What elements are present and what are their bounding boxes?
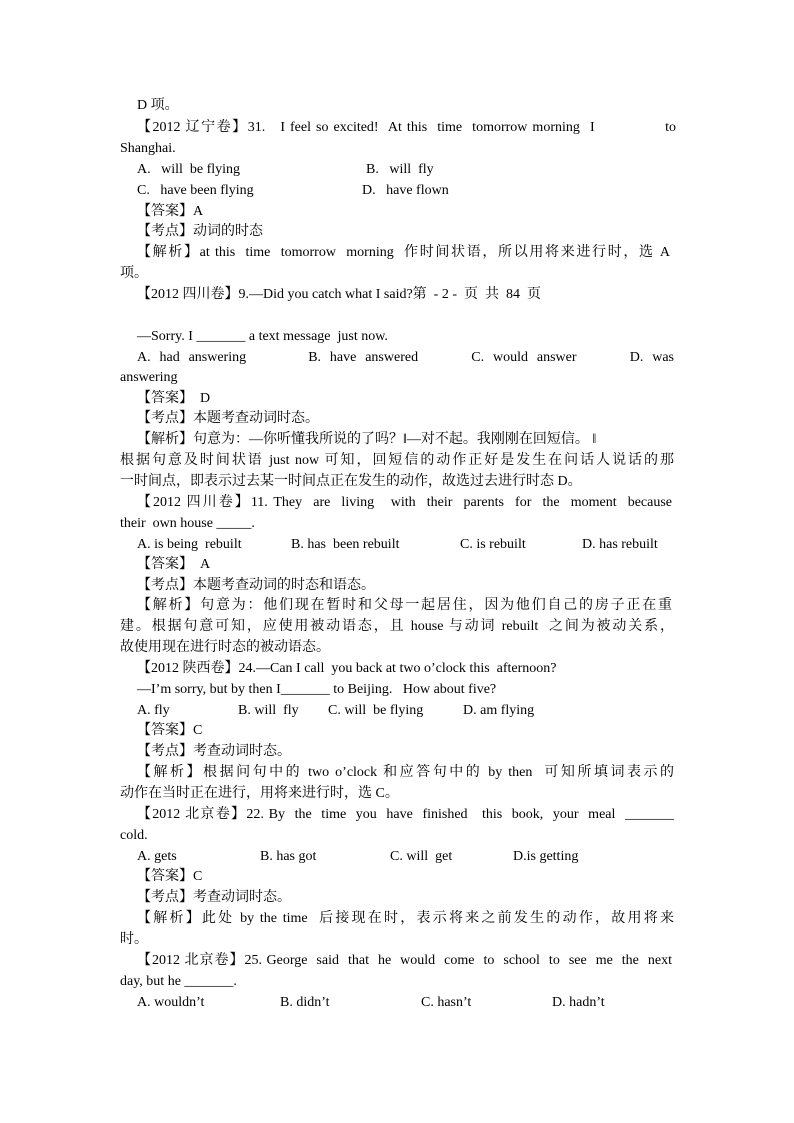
text-line: day, but he _______. [120, 974, 237, 989]
question-line: 【2012 北京卷】25. George said that he would come to school to see me the next [137, 953, 672, 968]
option-a: A. will be flying [137, 162, 241, 177]
text-line: 项。 [120, 266, 148, 281]
answer-line: 【答案】 A [137, 557, 211, 572]
option-c: C. will get [390, 849, 453, 864]
answer-line: 【答案】C [137, 723, 203, 738]
text-line: D 项。 [137, 98, 179, 113]
option-d: D. have flown [362, 183, 449, 198]
option-a: A. wouldn’t [137, 995, 205, 1010]
option-b: B. didn’t [280, 995, 330, 1010]
question-line: 【2012 北京卷】22. By the time you have finished this book, your meal _______ [137, 807, 674, 822]
analysis-line: 动作在当时正在进行，用将来进行时，选 C。 [120, 786, 399, 801]
options-line: A. had answering B. have answered C. would answer D. was [137, 350, 674, 365]
option-d: D. am flying [463, 703, 535, 718]
question-line: —I’m sorry, but by then I_______ to Beijing. How about five? [137, 682, 497, 697]
option-b: B. will fly [366, 162, 434, 177]
answer-line: 【答案】A [137, 204, 204, 219]
answer-line: 【答案】C [137, 869, 203, 884]
text-line: their own house _____. [120, 516, 255, 531]
text-line: answering [120, 370, 178, 385]
point-line: 【考点】考查动词时态。 [137, 890, 291, 905]
analysis-line: 【解析】此处 by the time 后接现在时，表示将来之前发生的动作，故用将来 [137, 911, 674, 926]
option-a: A. is being rebuilt [137, 537, 242, 552]
question-line: 【2012 陕西卷】24.—Can I call you back at two o’clock this afternoon? [137, 661, 557, 676]
question-line: 【2012 四川卷】9.—Did you catch what I said?第 - 2 - 页 共 84 页 [137, 287, 541, 302]
point-line: 【考点】考查动词时态。 [137, 744, 291, 759]
option-b: B. will fly [238, 703, 299, 718]
analysis-line: 时。 [120, 932, 148, 947]
option-a: A. fly [137, 703, 170, 718]
option-c: C. have been flying [137, 183, 254, 198]
option-d: D. has rebuilt [582, 537, 658, 552]
analysis-line: 建。根据句意可知，应使用被动语态，且 house 与动词 rebuilt 之间为被动关系， [120, 619, 674, 634]
analysis-line: 【解析】句意为：—你听懂我所说的了吗？‖—对不起。我刚刚在回短信。 ‖ [137, 432, 597, 447]
analysis-line: 一时间点，即表示过去某一时间点正在发生的动作，故选过去进行时态 D。 [120, 474, 582, 489]
point-line: 【考点】本题考查动词的时态和语态。 [137, 578, 375, 593]
question-line: 【2012 辽宁卷】31. I feel so excited! At this time tomorrow morning I to [137, 120, 676, 135]
option-c: C. will be flying [328, 703, 424, 718]
analysis-line: 故使用现在进行时态的被动语态。 [120, 640, 330, 655]
option-d: D. hadn’t [552, 995, 605, 1010]
option-b: B. has got [260, 849, 317, 864]
option-a: A. gets [137, 849, 177, 864]
option-d: D.is getting [513, 849, 579, 864]
answer-line: 【答案】 D [137, 391, 211, 406]
analysis-line: 【解析】根据问句中的 two o’clock 和应答句中的 by then 可知所填词表示的 [137, 765, 674, 780]
option-c: C. is rebuilt [460, 537, 526, 552]
analysis-line: 【解析】at this time tomorrow morning 作时间状语，所以用将来进行时，选 A [137, 245, 670, 260]
analysis-line: 根据句意及时间状语 just now 可知，回短信的动作正好是发生在问话人说话的那 [120, 453, 674, 468]
analysis-line: 【解析】句意为：他们现在暂时和父母一起居住，因为他们自己的房子正在重 [137, 598, 672, 613]
option-c: C. hasn’t [421, 995, 472, 1010]
point-line: 【考点】本题考查动词时态。 [137, 411, 319, 426]
text-line: Shanghai. [120, 141, 176, 156]
point-line: 【考点】动词的时态 [137, 224, 263, 239]
question-line: 【2012 四川卷】11. They are living with their parents for the moment because [137, 495, 672, 510]
option-b: B. has been rebuilt [291, 537, 400, 552]
question-line: —Sorry. I _______ a text message just now. [137, 329, 388, 344]
text-line: cold. [120, 828, 148, 843]
